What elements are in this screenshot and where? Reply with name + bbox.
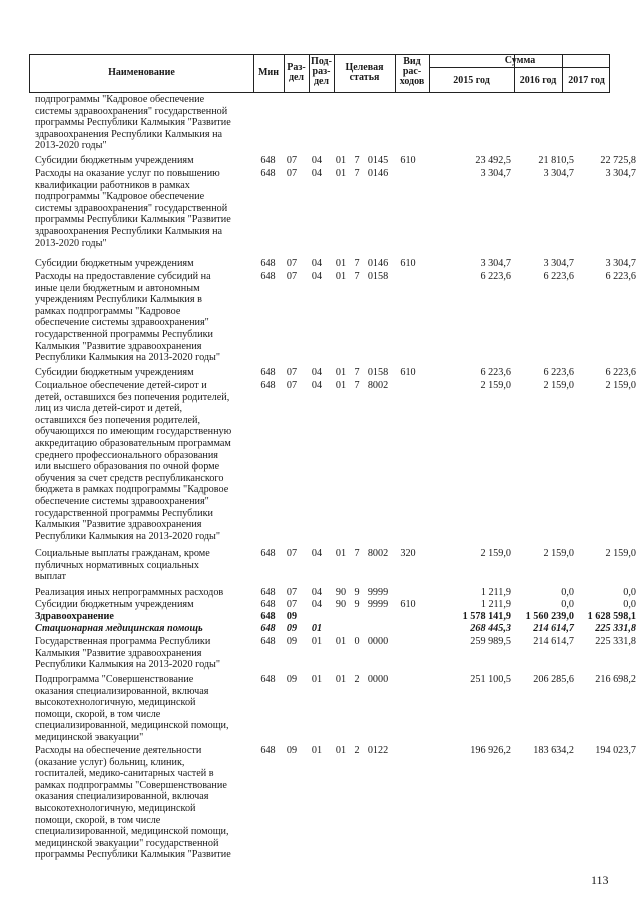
cell-target-a: 01 [335, 548, 347, 559]
cell-min: 648 [260, 636, 276, 647]
cell-target-a: 01 [335, 367, 347, 378]
cell-razdel: 07 [286, 367, 298, 378]
cell-min: 648 [260, 155, 276, 166]
cell-vid: 610 [400, 258, 416, 269]
cell-target-c: 0146 [367, 258, 389, 269]
cell-razdel: 07 [286, 380, 298, 391]
cell-sum-2017: 225 331,8 [595, 623, 636, 634]
cell-min: 648 [260, 367, 276, 378]
cell-podrazdel: 04 [311, 271, 323, 282]
cell-min: 648 [260, 674, 276, 685]
cell-sum-2015: 3 304,7 [480, 168, 511, 179]
header-2015: 2015 год [453, 75, 490, 86]
cell-sum-2015: 196 926,2 [470, 745, 511, 756]
cell-sum-2017: 2 159,0 [605, 548, 636, 559]
cell-target-c: 9999 [367, 599, 389, 610]
cell-sum-2016: 183 634,2 [533, 745, 574, 756]
cell-target-c: 0158 [367, 367, 389, 378]
cell-min: 648 [260, 271, 276, 282]
cell-razdel: 09 [286, 636, 298, 647]
cell-target-a: 01 [335, 745, 347, 756]
cell-name: Реализация иных непрограммных расходов [35, 587, 224, 598]
cell-podrazdel: 04 [311, 548, 323, 559]
cell-sum-2015: 1 578 141,9 [462, 611, 511, 622]
cell-sum-2015: 3 304,7 [480, 258, 511, 269]
cell-sum-2015: 2 159,0 [480, 548, 511, 559]
cell-target-b: 9 [354, 599, 360, 610]
cell-sum-2016: 3 304,7 [543, 258, 574, 269]
cell-sum-2016: 0,0 [561, 587, 574, 598]
cell-min: 648 [260, 587, 276, 598]
cell-sum-2017: 22 725,8 [600, 155, 636, 166]
cell-name: Расходы на обеспечение деятельности (оказание услуг) больниц, клиник, госпиталей, медико-санитарных частей в рамках подпрограммы "Совершенствование оказания специализированной, включая высокотехнологичную, медицинской помощи, скорой, в том числе специализированной, медицинской помощи, медицинской эвакуации" государственной программы Республики Калмыкия "Развитие [35, 745, 231, 861]
cell-target-b: 7 [354, 168, 360, 179]
cell-sum-2017: 3 304,7 [605, 168, 636, 179]
cell-sum-2015: 6 223,6 [480, 367, 511, 378]
cell-target-a: 01 [335, 258, 347, 269]
cell-sum-2015: 259 989,5 [470, 636, 511, 647]
cell-sum-2016: 214 614,7 [533, 636, 574, 647]
cell-vid: 610 [400, 367, 416, 378]
cell-sum-2016: 6 223,6 [543, 271, 574, 282]
cell-vid: 610 [400, 599, 416, 610]
cell-podrazdel: 01 [311, 745, 323, 756]
cell-podrazdel: 04 [311, 168, 323, 179]
cell-target-a: 01 [335, 271, 347, 282]
cell-vid: 610 [400, 155, 416, 166]
cell-name: Субсидии бюджетным учреждениям [35, 599, 194, 610]
cell-target-b: 0 [354, 636, 360, 647]
cell-razdel: 09 [286, 674, 298, 685]
cell-podrazdel: 04 [311, 599, 323, 610]
cell-podrazdel: 01 [311, 623, 323, 634]
cell-target-b: 7 [354, 380, 360, 391]
header-razdel: Раз- дел [287, 62, 306, 83]
cell-min: 648 [260, 599, 276, 610]
cell-min: 648 [260, 745, 276, 756]
cell-sum-2016: 0,0 [561, 599, 574, 610]
table-header [29, 54, 610, 93]
cell-target-c: 0145 [367, 155, 389, 166]
cell-name: Стационарная медицинская помощь [35, 623, 203, 634]
cell-sum-2016: 3 304,7 [543, 168, 574, 179]
cell-razdel: 07 [286, 548, 298, 559]
cell-sum-2016: 6 223,6 [543, 367, 574, 378]
cell-target-c: 8002 [367, 548, 389, 559]
cell-razdel: 09 [286, 611, 298, 622]
cell-target-c: 0158 [367, 271, 389, 282]
cell-name: Здравоохранение [35, 611, 114, 622]
cell-target-c: 9999 [367, 587, 389, 598]
cell-sum-2017: 225 331,8 [595, 636, 636, 647]
cell-target-c: 8002 [367, 380, 389, 391]
cell-name: Социальные выплаты гражданам, кроме публичных нормативных социальных выплат [35, 548, 210, 583]
cell-target-c: 0000 [367, 636, 389, 647]
cell-min: 648 [260, 548, 276, 559]
cell-sum-2016: 214 614,7 [533, 623, 574, 634]
header-name: Наименование [108, 67, 175, 78]
cell-razdel: 09 [286, 623, 298, 634]
cell-target-a: 01 [335, 636, 347, 647]
cell-name: подпрограммы "Кадровое обеспечение системы здравоохранения" государственной программы Республики Калмыкия "Развитие здравоохранения Республики Калмыкия на 2013-2020 годы" [35, 94, 231, 152]
cell-podrazdel: 04 [311, 587, 323, 598]
cell-podrazdel: 04 [311, 155, 323, 166]
header-podrazdel: Под- раз- дел [311, 56, 332, 87]
header-2017: 2017 год [568, 75, 605, 86]
cell-target-b: 2 [354, 745, 360, 756]
cell-sum-2015: 268 445,3 [470, 623, 511, 634]
cell-name: Субсидии бюджетным учреждениям [35, 155, 194, 166]
cell-name: Социальное обеспечение детей-сирот и детей, оставшихся без попечения родителей, лиц из числа детей-сирот и детей, оставшихся без попечения родителей, обучающихся по имеющим государственную аккредитацию образовательным программам среднего профессионального образования или высшего образования по очной форме обучения за счет средств республиканского бюджета в рамках подпрограммы "Кадровое обеспечение системы здравоохранения" государственной программы Республики Калмыкия "Развитие здравоохранения Республики Калмыкия на 2013-2020 годы" [35, 380, 232, 542]
cell-min: 648 [260, 611, 276, 622]
cell-name: Субсидии бюджетным учреждениям [35, 367, 194, 378]
cell-target-a: 90 [335, 587, 347, 598]
cell-target-b: 2 [354, 674, 360, 685]
cell-target-c: 0146 [367, 168, 389, 179]
cell-podrazdel: 04 [311, 258, 323, 269]
cell-sum-2015: 1 211,9 [480, 587, 511, 598]
cell-name: Подпрограмма "Совершенствование оказания специализированной, включая высокотехнологичную, медицинской помощи, скорой, в том числе специализированной, медицинской помощи, медицинской эвакуации" [35, 674, 229, 743]
cell-target-b: 7 [354, 155, 360, 166]
cell-sum-2015: 2 159,0 [480, 380, 511, 391]
page-number: 113 [591, 873, 609, 887]
header-min: Мин [258, 67, 279, 78]
cell-sum-2016: 2 159,0 [543, 548, 574, 559]
header-2016: 2016 год [519, 75, 557, 86]
cell-sum-2016: 21 810,5 [538, 155, 574, 166]
cell-podrazdel: 01 [311, 636, 323, 647]
cell-target-a: 01 [335, 380, 347, 391]
cell-sum-2015: 251 100,5 [470, 674, 511, 685]
cell-sum-2017: 2 159,0 [605, 380, 636, 391]
cell-min: 648 [260, 168, 276, 179]
cell-target-a: 01 [335, 674, 347, 685]
cell-razdel: 07 [286, 599, 298, 610]
cell-name: Расходы на предоставление субсидий на иные цели бюджетным и автономным учреждениям Республики Калмыкия в рамках подпрограммы "Кадровое обеспечение системы здравоохранения" государственной программы Республики Калмыкия "Развитие здравоохранения Республики Калмыкия на 2013-2020 годы" [35, 271, 221, 364]
cell-sum-2015: 23 492,5 [475, 155, 511, 166]
cell-sum-2017: 6 223,6 [605, 271, 636, 282]
cell-name: Субсидии бюджетным учреждениям [35, 258, 194, 269]
cell-podrazdel: 04 [311, 380, 323, 391]
cell-vid: 320 [400, 548, 416, 559]
cell-sum-2017: 216 698,2 [595, 674, 636, 685]
cell-target-b: 7 [354, 258, 360, 269]
cell-target-a: 01 [335, 155, 347, 166]
cell-sum-2017: 6 223,6 [605, 367, 636, 378]
cell-sum-2017: 1 628 598,1 [587, 611, 636, 622]
cell-sum-2016: 2 159,0 [543, 380, 574, 391]
cell-target-b: 7 [354, 548, 360, 559]
cell-min: 648 [260, 623, 276, 634]
header-vid: Вид рас- ходов [399, 56, 425, 87]
cell-sum-2016: 206 285,6 [533, 674, 574, 685]
header-summa: Сумма [504, 55, 536, 66]
cell-razdel: 07 [286, 155, 298, 166]
cell-sum-2017: 194 023,7 [595, 745, 636, 756]
cell-sum-2017: 0,0 [623, 587, 636, 598]
cell-target-b: 7 [354, 367, 360, 378]
cell-min: 648 [260, 258, 276, 269]
cell-razdel: 07 [286, 168, 298, 179]
cell-target-a: 01 [335, 168, 347, 179]
cell-name: Государственная программа Республики Калмыкия "Развитие здравоохранения Республики Калмыкия на 2013-2020 годы" [35, 636, 221, 671]
cell-podrazdel: 04 [311, 367, 323, 378]
cell-sum-2015: 1 211,9 [480, 599, 511, 610]
cell-target-b: 9 [354, 587, 360, 598]
cell-sum-2017: 0,0 [623, 599, 636, 610]
cell-target-c: 0000 [367, 674, 389, 685]
cell-name: Расходы на оказание услуг по повышению квалификации работников в рамках подпрограммы "Кадровое обеспечение системы здравоохранения" государственной программы Республики Калмыкия "Развитие здравоохранения Республики Калмыкия на 2013-2020 годы" [35, 168, 231, 249]
cell-razdel: 07 [286, 271, 298, 282]
cell-podrazdel: 01 [311, 674, 323, 685]
cell-sum-2017: 3 304,7 [605, 258, 636, 269]
header-tselevaya: Целевая статья [345, 62, 384, 83]
cell-target-c: 0122 [367, 745, 389, 756]
cell-sum-2015: 6 223,6 [480, 271, 511, 282]
cell-target-b: 7 [354, 271, 360, 282]
cell-razdel: 07 [286, 258, 298, 269]
cell-min: 648 [260, 380, 276, 391]
cell-razdel: 09 [286, 745, 298, 756]
cell-razdel: 07 [286, 587, 298, 598]
cell-target-a: 90 [335, 599, 347, 610]
cell-sum-2016: 1 560 239,0 [525, 611, 574, 622]
